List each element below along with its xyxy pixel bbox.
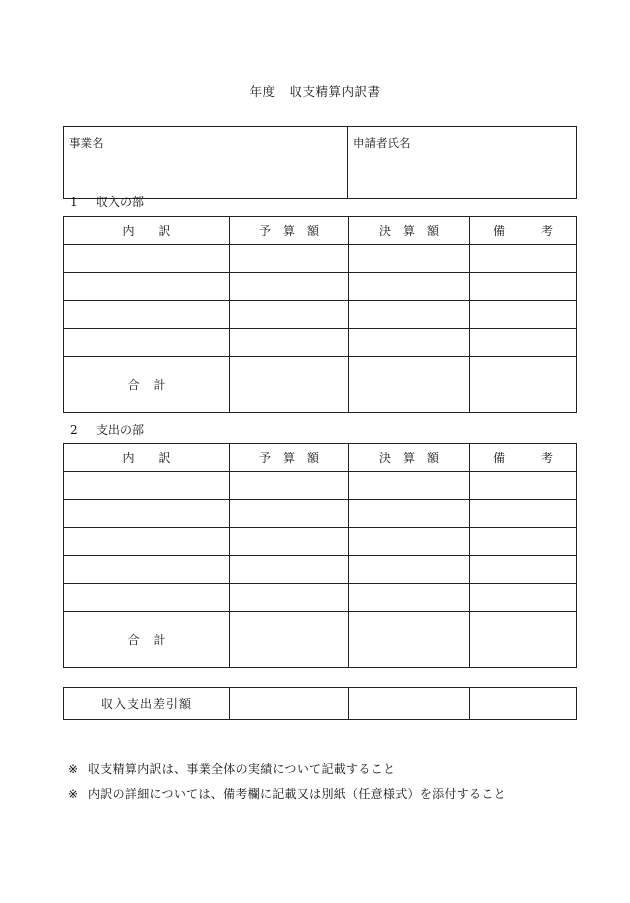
income-settlement-cell[interactable] (349, 329, 470, 357)
table-row (64, 556, 577, 584)
expense-item-cell[interactable] (64, 500, 230, 528)
expense-col-budget: 予 算 額 (230, 444, 349, 472)
income-settlement-cell[interactable] (349, 245, 470, 273)
expense-remarks-cell[interactable] (470, 500, 577, 528)
income-budget-cell[interactable] (230, 329, 349, 357)
project-name-cell[interactable] (64, 127, 348, 199)
expense-header-row (64, 444, 577, 472)
note-2-text: 内訳の詳細については、備考欄に記載又は別紙（任意様式）を添付すること (88, 787, 506, 801)
expense-total-settlement-cell[interactable] (349, 612, 470, 668)
income-budget-cell[interactable] (230, 245, 349, 273)
difference-table (63, 687, 577, 720)
expense-budget-cell[interactable] (230, 556, 349, 584)
income-table (63, 216, 577, 413)
income-section-label (70, 193, 144, 210)
expense-total-budget-cell[interactable] (230, 612, 349, 668)
applicant-info-table (63, 126, 577, 199)
income-item-cell[interactable] (64, 273, 230, 301)
expense-settlement-cell[interactable] (349, 584, 470, 612)
income-col-budget: 予 算 額 (230, 217, 349, 245)
applicant-name-label: 申請者氏名 (353, 136, 411, 150)
note-1-mark: ※ (68, 762, 79, 776)
income-total-remarks-cell[interactable] (470, 357, 577, 413)
note-2 (68, 785, 506, 802)
table-row (64, 273, 577, 301)
expense-total-row (64, 612, 577, 668)
note-2-mark: ※ (68, 787, 79, 801)
expense-col-settlement: 決 算 額 (349, 444, 470, 472)
income-header-row (64, 217, 577, 245)
expense-budget-cell[interactable] (230, 500, 349, 528)
table-row (64, 301, 577, 329)
table-row (64, 245, 577, 273)
income-settlement-cell[interactable] (349, 273, 470, 301)
expense-budget-cell[interactable] (230, 472, 349, 500)
income-total-budget-cell[interactable] (230, 357, 349, 413)
income-budget-cell[interactable] (230, 301, 349, 329)
table-row (64, 472, 577, 500)
document-title (0, 82, 630, 100)
expense-budget-cell[interactable] (230, 528, 349, 556)
income-total-label: 合計 (64, 357, 230, 413)
expense-item-cell[interactable] (64, 528, 230, 556)
expense-settlement-cell[interactable] (349, 500, 470, 528)
difference-settlement-cell[interactable] (349, 688, 470, 720)
income-col-item: 内 訳 (64, 217, 230, 245)
expense-total-remarks-cell[interactable] (470, 612, 577, 668)
difference-label: 収入支出差引額 (64, 688, 230, 720)
title-year: 年度 (249, 84, 276, 99)
expense-remarks-cell[interactable] (470, 528, 577, 556)
income-item-cell[interactable] (64, 301, 230, 329)
income-item-cell[interactable] (64, 245, 230, 273)
income-section-number: 1 (70, 195, 78, 209)
expense-settlement-cell[interactable] (349, 528, 470, 556)
expense-settlement-cell[interactable] (349, 472, 470, 500)
income-col-remarks: 備 考 (470, 217, 577, 245)
income-col-settlement: 決 算 額 (349, 217, 470, 245)
income-total-settlement-cell[interactable] (349, 357, 470, 413)
income-settlement-cell[interactable] (349, 301, 470, 329)
expense-remarks-cell[interactable] (470, 556, 577, 584)
note-1 (68, 760, 395, 777)
expense-section-label (70, 421, 144, 438)
note-1-text: 収支精算内訳は、事業全体の実績について記載すること (88, 762, 396, 776)
expense-section-number: 2 (70, 423, 78, 437)
title-main: 収支精算内訳書 (289, 84, 381, 99)
project-name-label: 事業名 (69, 136, 104, 150)
expense-item-cell[interactable] (64, 472, 230, 500)
expense-item-cell[interactable] (64, 584, 230, 612)
expense-settlement-cell[interactable] (349, 556, 470, 584)
income-section-title: 収入の部 (96, 195, 145, 209)
expense-table (63, 443, 577, 668)
table-row (64, 500, 577, 528)
income-remarks-cell[interactable] (470, 245, 577, 273)
table-row (64, 528, 577, 556)
income-item-cell[interactable] (64, 329, 230, 357)
difference-budget-cell[interactable] (230, 688, 349, 720)
expense-remarks-cell[interactable] (470, 584, 577, 612)
expense-total-label: 合計 (64, 612, 230, 668)
income-budget-cell[interactable] (230, 273, 349, 301)
table-row (64, 584, 577, 612)
difference-remarks-cell[interactable] (470, 688, 577, 720)
expense-section-title: 支出の部 (96, 423, 145, 437)
table-row (64, 329, 577, 357)
income-remarks-cell[interactable] (470, 273, 577, 301)
expense-budget-cell[interactable] (230, 584, 349, 612)
expense-remarks-cell[interactable] (470, 472, 577, 500)
income-remarks-cell[interactable] (470, 329, 577, 357)
expense-col-item: 内 訳 (64, 444, 230, 472)
difference-row (64, 688, 577, 720)
income-total-row (64, 357, 577, 413)
expense-item-cell[interactable] (64, 556, 230, 584)
expense-col-remarks: 備 考 (470, 444, 577, 472)
income-remarks-cell[interactable] (470, 301, 577, 329)
applicant-name-cell[interactable] (348, 127, 577, 199)
